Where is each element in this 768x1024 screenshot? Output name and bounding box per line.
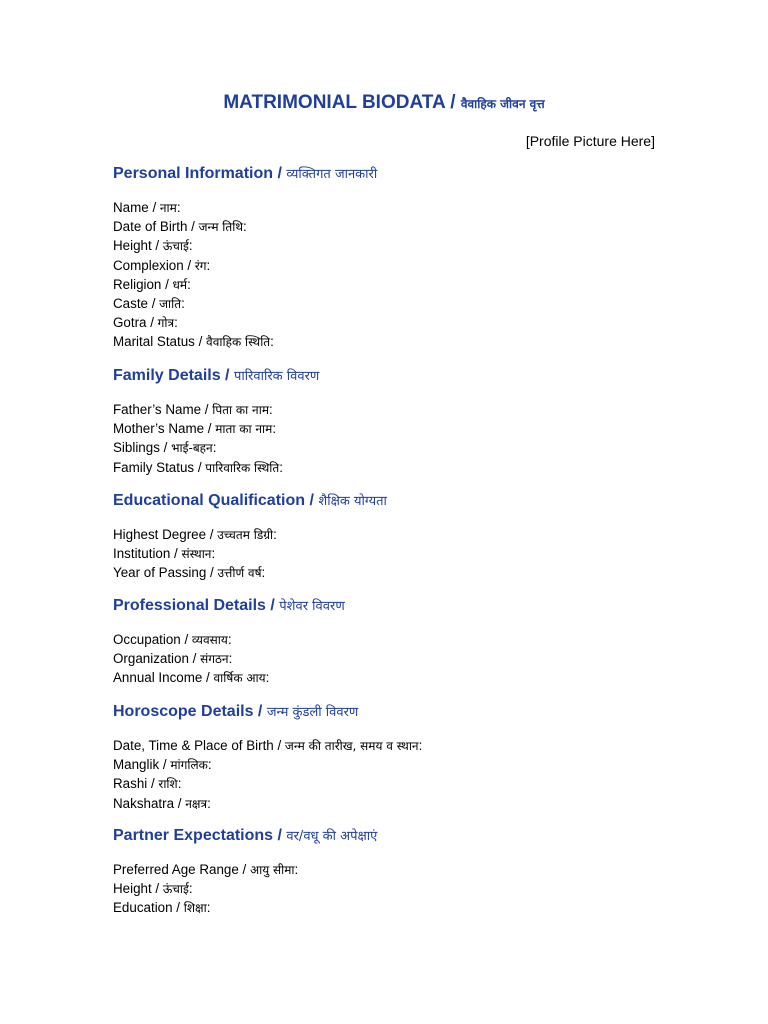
- field-colon: :: [294, 862, 299, 877]
- field-colon: :: [181, 295, 185, 311]
- section-heading: [113, 595, 673, 617]
- field-label-hi: उत्तीर्ण वर्ष: [217, 566, 262, 581]
- profile-picture-placeholder: [Profile Picture Here]: [525, 133, 655, 149]
- field-label-hi: नाम: [159, 201, 177, 215]
- field-label: Name /: [113, 200, 160, 215]
- field-row: [113, 668, 673, 687]
- field-label-hi: जाति: [159, 296, 182, 311]
- field-label: Highest Degree /: [113, 527, 218, 542]
- section-heading-hi: व्यक्तिगत जानकारी: [286, 167, 378, 182]
- field-row: [113, 458, 673, 477]
- field-label: Annual Income /: [113, 670, 214, 686]
- field-label-hi: पिता का नाम: [212, 403, 270, 417]
- section-horoscope-details: [113, 701, 673, 813]
- section-heading: [113, 701, 673, 723]
- field-row: [113, 294, 673, 313]
- field-colon: :: [177, 776, 182, 792]
- field-label: Father’s Name /: [113, 402, 213, 417]
- title-hi: वैवाहिक जीवन वृत्त: [460, 97, 545, 111]
- field-row: [113, 198, 673, 217]
- field-colon: :: [188, 238, 193, 254]
- field-label: Year of Passing /: [113, 565, 218, 581]
- field-colon: :: [211, 546, 216, 562]
- field-label: Institution /: [113, 546, 182, 562]
- field-row: [113, 774, 673, 793]
- field-label: Siblings /: [113, 440, 172, 456]
- field-colon: :: [243, 219, 247, 235]
- field-colon: :: [176, 200, 181, 215]
- field-label: Height /: [113, 881, 163, 897]
- field-row: [113, 217, 673, 236]
- field-row: [113, 794, 673, 813]
- field-colon: :: [207, 795, 211, 811]
- field-row: [113, 860, 673, 879]
- field-label-hi: ऊंचाई: [162, 882, 189, 897]
- field-row: [113, 400, 673, 419]
- section-heading-en: Professional Details /: [113, 597, 280, 614]
- section-heading-en: Personal Information /: [113, 165, 287, 182]
- section-professional-details: [113, 595, 673, 688]
- field-label-hi: नक्षत्र: [185, 796, 208, 811]
- field-label-hi: ऊंचाई: [162, 239, 189, 254]
- field-label-hi: वार्षिक आय: [213, 671, 266, 686]
- field-row: [113, 563, 673, 582]
- field-colon: :: [269, 402, 273, 417]
- field-colon: :: [227, 632, 232, 647]
- section-heading-hi: शैक्षिक योग्यता: [318, 494, 387, 509]
- field-colon: :: [174, 315, 178, 331]
- section-personal-information: [113, 163, 673, 352]
- field-row: [113, 525, 673, 544]
- field-label-hi: संगठन: [200, 652, 229, 667]
- field-label-hi: मांगलिक: [170, 758, 208, 773]
- field-colon: :: [279, 459, 283, 475]
- field-row: [113, 332, 673, 351]
- field-row: [113, 256, 673, 275]
- field-label: Rashi /: [113, 776, 159, 792]
- field-label-hi: गोत्र: [157, 316, 175, 331]
- field-colon: :: [261, 565, 266, 581]
- field-row: [113, 544, 673, 563]
- section-heading-en: Educational Qualification /: [113, 492, 319, 509]
- field-label: Marital Status /: [113, 334, 207, 350]
- field-label: Religion /: [113, 276, 173, 292]
- field-label-hi: जन्म तिथि: [198, 220, 244, 235]
- field-label: Family Status /: [113, 459, 206, 475]
- field-colon: :: [273, 527, 277, 542]
- field-label-hi: जन्म की तारीख, समय व स्थान: [284, 739, 419, 753]
- section-educational-qualification: [113, 490, 673, 583]
- field-label-hi: उच्चतम डिग्री: [217, 528, 274, 542]
- section-heading-en: Horoscope Details /: [113, 703, 267, 720]
- section-partner-expectations: [113, 825, 673, 918]
- field-colon: :: [272, 421, 277, 437]
- field-row: [113, 879, 673, 898]
- field-label-hi: रंग: [194, 258, 207, 273]
- field-label-hi: व्यवसाय: [191, 633, 228, 647]
- field-label: Manglik /: [113, 757, 171, 773]
- field-label-hi: पारिवारिक स्थिति: [205, 460, 280, 475]
- field-row: [113, 438, 673, 457]
- field-colon: :: [228, 651, 233, 667]
- section-heading-en: Partner Expectations /: [113, 827, 287, 844]
- section-heading-hi: पारिवारिक विवरण: [233, 369, 320, 384]
- field-label: Occupation /: [113, 632, 192, 647]
- field-row: [113, 649, 673, 668]
- field-row: [113, 898, 673, 917]
- field-label: Organization /: [113, 651, 201, 667]
- document-title: [0, 92, 768, 114]
- field-row: [113, 630, 673, 649]
- field-label-hi: माता का नाम: [215, 422, 273, 437]
- field-label: Date of Birth /: [113, 219, 199, 235]
- field-label: Education /: [113, 900, 184, 916]
- field-label: Preferred Age Range /: [113, 862, 250, 877]
- field-label-hi: वैवाहिक स्थिति: [206, 335, 271, 350]
- field-label: Height /: [113, 238, 163, 254]
- section-heading-en: Family Details /: [113, 367, 234, 384]
- field-label: Date, Time & Place of Birth /: [113, 738, 285, 753]
- section-heading: [113, 365, 673, 387]
- field-colon: :: [188, 881, 193, 897]
- field-list: [113, 630, 673, 688]
- section-heading: [113, 825, 673, 847]
- field-row: [113, 313, 673, 332]
- field-list: [113, 198, 673, 352]
- field-row: [113, 755, 673, 774]
- section-heading-hi: जन्म कुंडली विवरण: [266, 705, 359, 720]
- field-label: Gotra /: [113, 315, 158, 331]
- field-colon: :: [206, 900, 211, 916]
- section-heading: [113, 490, 673, 512]
- field-row: [113, 419, 673, 438]
- field-label: Caste /: [113, 295, 160, 311]
- field-row: [113, 236, 673, 255]
- title-en: MATRIMONIAL BIODATA /: [223, 92, 461, 113]
- section-heading: [113, 163, 673, 185]
- field-colon: :: [418, 738, 423, 753]
- field-row: [113, 736, 673, 755]
- field-colon: :: [207, 757, 212, 773]
- field-colon: :: [265, 670, 270, 686]
- field-label-hi: धर्म: [172, 277, 188, 292]
- field-label-hi: राशि: [158, 777, 178, 792]
- field-colon: :: [270, 334, 274, 350]
- field-list: [113, 525, 673, 583]
- field-list: [113, 736, 673, 813]
- field-row: [113, 275, 673, 294]
- section-heading-hi: वर/वधू की अपेक्षाएं: [286, 829, 378, 844]
- section-family-details: [113, 365, 673, 477]
- field-label-hi: शिक्षा: [183, 901, 207, 916]
- field-label-hi: संस्थान: [181, 547, 212, 562]
- field-colon: :: [212, 440, 217, 456]
- field-label: Mother’s Name /: [113, 421, 216, 437]
- field-colon: :: [206, 257, 211, 273]
- field-label-hi: भाई-बहन: [171, 441, 213, 456]
- field-label: Nakshatra /: [113, 795, 186, 811]
- section-heading-hi: पेशेवर विवरण: [279, 599, 345, 614]
- field-colon: :: [187, 276, 191, 292]
- field-list: [113, 400, 673, 477]
- field-list: [113, 860, 673, 918]
- field-label: Complexion /: [113, 257, 195, 273]
- field-label-hi: आयु सीमा: [249, 863, 295, 877]
